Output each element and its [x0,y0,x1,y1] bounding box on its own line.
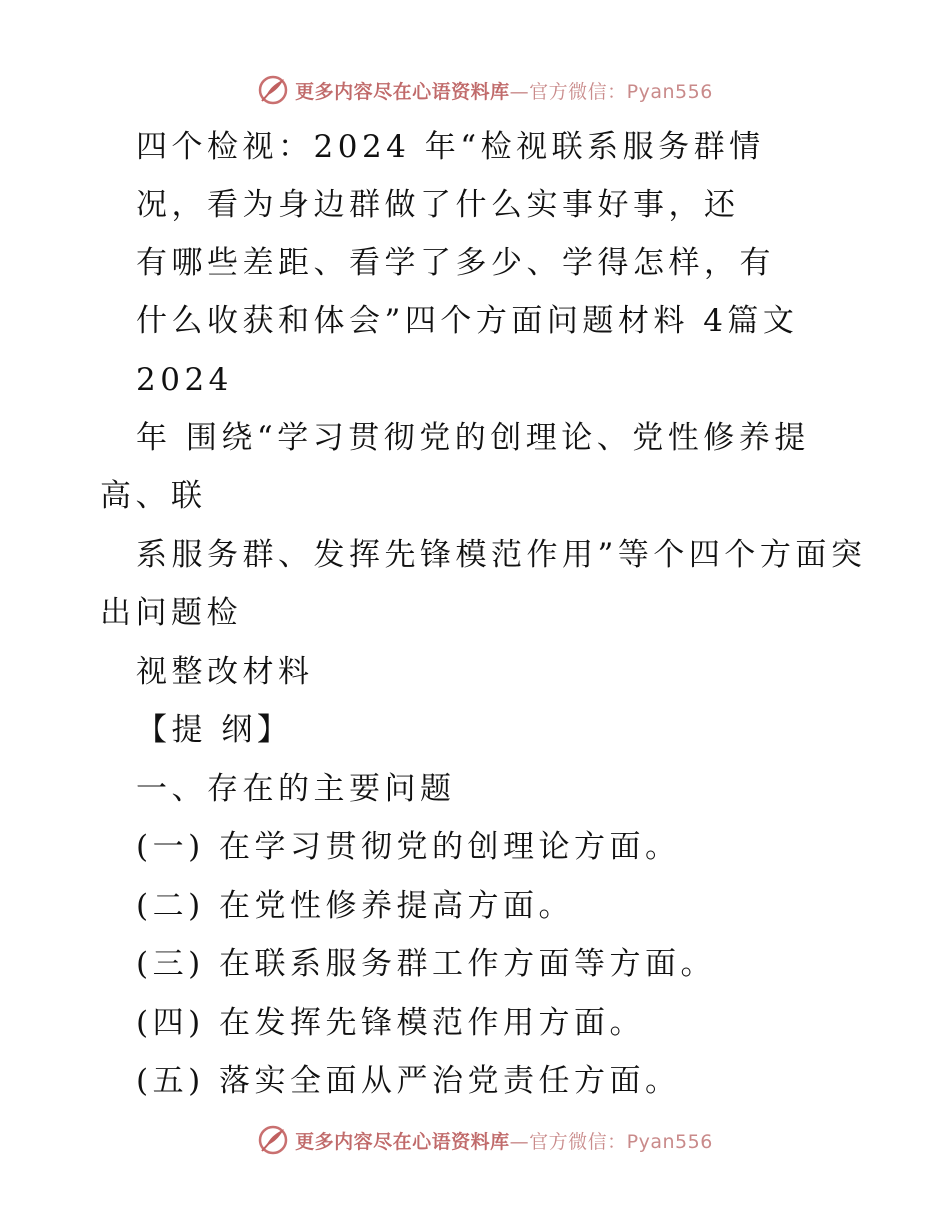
watermark-suffix: —官方微信：Pyan556 [509,80,713,103]
footer-watermark [0,1122,950,1158]
feather-logo-icon [257,1124,289,1156]
watermark-text [295,77,713,104]
subtitle-line-4: 出问题检 [100,595,242,631]
header-watermark [0,72,950,108]
subtitle-line-3: 系服务群、发挥先锋模范作用”等个四个方面突 [136,537,867,573]
outline-item-5: (五) 落实全面从严治党责任方面。 [136,1063,681,1099]
watermark-prefix: 更多内容尽在心语资料库 [295,80,510,103]
outline-item-2: (二) 在党性修养提高方面。 [136,888,575,924]
subtitle-line-2: 高、联 [100,478,207,514]
outline-item-4: (四) 在发挥先锋模范作用方面。 [136,1005,646,1041]
watermark-suffix: —官方微信：Pyan556 [509,1130,713,1153]
outline-item-3: (三) 在联系服务群工作方面等方面。 [136,946,717,982]
title-line-4: 什么收获和体会”四个方面问题材料 4篇文 [136,303,799,339]
subtitle-line-5: 视整改材料 [136,654,314,690]
title-line-1: 四个检视：2024 年“检视联系服务群情 [136,129,765,165]
watermark-prefix: 更多内容尽在心语资料库 [295,1130,510,1153]
outline-heading: 【提 纲】 [136,712,293,748]
subtitle-line-1: 年 围绕“学习贯彻党的创理论、党性修养提 [136,420,810,456]
section-heading: 一、存在的主要问题 [136,771,456,807]
title-line-5: 2024 [136,362,233,398]
watermark-text [295,1127,713,1154]
outline-item-1: (一) 在学习贯彻党的创理论方面。 [136,829,681,865]
feather-logo-icon [257,74,289,106]
title-line-3: 有哪些差距、看学了多少、学得怎样，有 [136,245,775,281]
title-line-2: 况，看为身边群做了什么实事好事，还 [136,187,740,223]
